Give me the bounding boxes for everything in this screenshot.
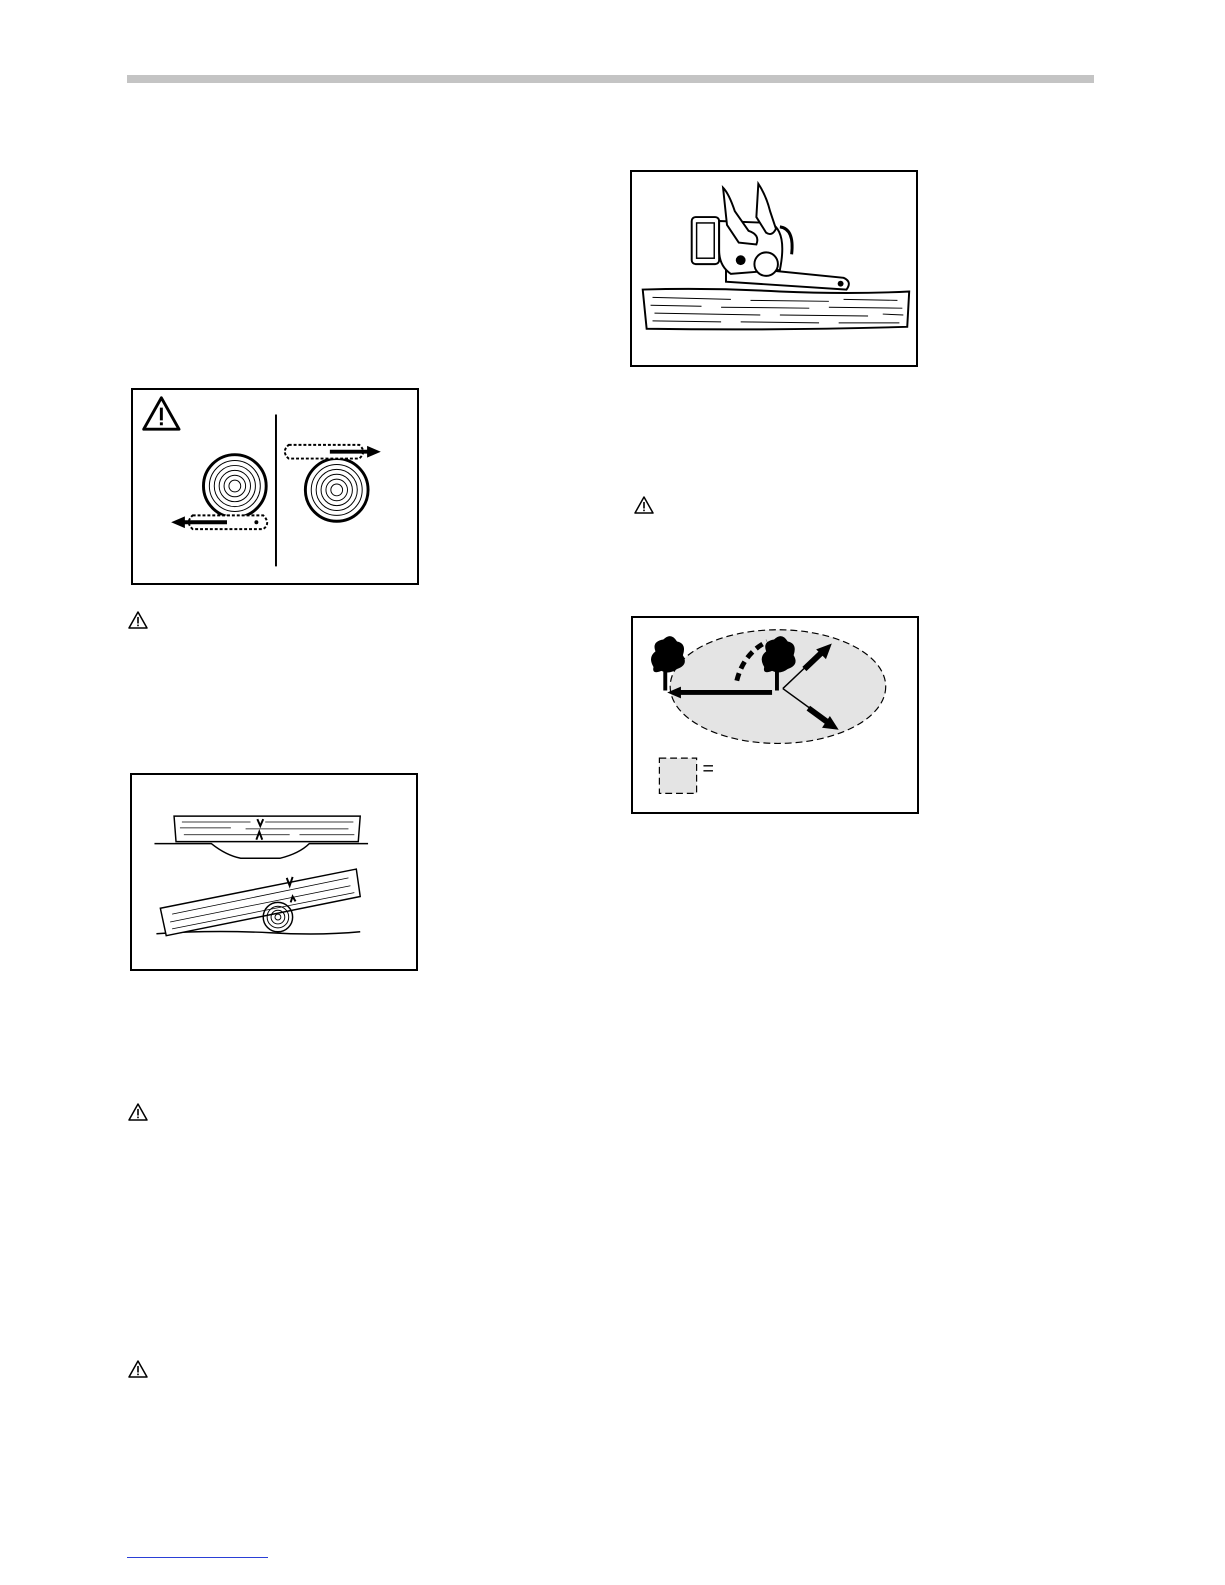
warning-triangle-icon	[127, 1102, 151, 1124]
log-support-cuts-drawing	[132, 775, 416, 969]
figure-felling-zone	[631, 616, 919, 814]
warning-triangle-icon	[144, 398, 179, 429]
legend-equals-symbol: =	[702, 757, 714, 780]
felling-zone-drawing	[633, 618, 917, 812]
warning-triangle-icon	[633, 495, 657, 517]
danger-zone-legend-swatch	[659, 758, 696, 793]
figure-chainsaw-cutting-log	[630, 170, 918, 367]
kickback-log-cuts-drawing	[133, 390, 417, 583]
header-rule	[127, 75, 1094, 83]
footer-link-underline[interactable]	[127, 1557, 268, 1558]
chainsaw-cutting-log-drawing	[632, 172, 916, 365]
figure-log-support-cuts	[130, 773, 418, 971]
warning-triangle-icon	[127, 610, 151, 632]
figure-kickback-log-cuts	[131, 388, 419, 585]
warning-triangle-icon	[127, 1359, 151, 1381]
